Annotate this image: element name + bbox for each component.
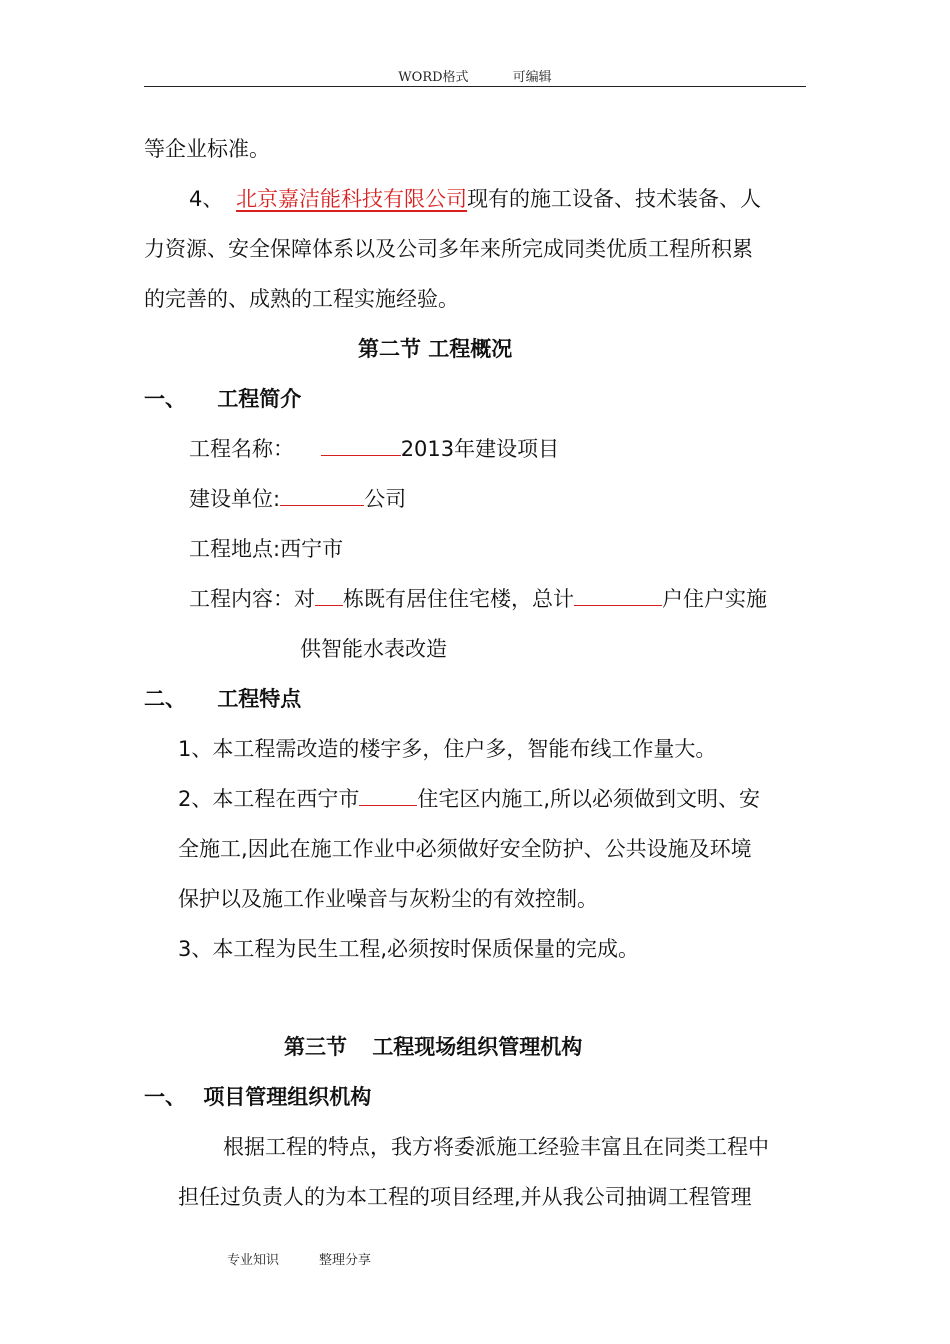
page-header [0, 66, 950, 85]
project-site-row [189, 534, 343, 564]
feature-2-line2: 全施工,因此在施工作业中必须做好安全防护、公共设施及环境 [178, 837, 752, 861]
section-3-paragraph-line1: 根据工程的特点，我方将委派施工经验丰富且在同类工程中 [223, 1135, 769, 1159]
heading-number: 一、 [144, 387, 186, 411]
header-left: WORD格式 [398, 70, 469, 85]
section-2-heading-1 [144, 384, 301, 414]
feature-3: 3、本工程为民生工程,必须按时保质保量的完成。 [178, 937, 640, 961]
item-text-line2: 力资源、安全保障体系以及公司多年来所完成同类优质工程所积累 [144, 237, 753, 261]
section-3-paragraph-line2: 担任过负责人的为本工程的项目经理,并从我公司抽调工程管理 [178, 1185, 752, 1209]
project-site-value: 西宁市 [280, 537, 344, 561]
feature-1: 1、本工程需改造的楼宇多，住户多，智能布线工作量大。 [178, 737, 717, 761]
project-name-label: 工程名称： [189, 437, 294, 461]
project-name-value: 2013年建设项目 [400, 437, 560, 461]
header-right: 可编辑 [512, 70, 552, 85]
header-divider [144, 86, 806, 87]
heading-text: 工程简介 [217, 387, 302, 411]
construction-unit-label: 建设单位: [189, 487, 281, 511]
footer-right: 整理分享 [319, 1253, 372, 1268]
construction-unit-row [189, 484, 406, 514]
page-footer [227, 1249, 371, 1268]
item-text-line3: 的完善的、成熟的工程实施经验。 [144, 287, 459, 311]
construction-unit-blank[interactable] [280, 485, 364, 506]
feature-2-part-b: 住宅区内施工,所以必须做到文明、安 [417, 787, 761, 811]
project-content-mid: 栋既有居住住宅楼，总计 [343, 587, 574, 611]
heading-number: 一、 [144, 1085, 186, 1109]
paragraph-item-4 [189, 184, 761, 214]
project-content-line2: 供智能水表改造 [300, 637, 447, 661]
building-count-blank[interactable] [315, 585, 343, 606]
heading-number: 二、 [144, 687, 186, 711]
section-3-heading-1 [144, 1082, 371, 1112]
item-text-line1: 现有的施工设备、技术装备、人 [467, 187, 762, 211]
section-2-heading-2 [144, 684, 301, 714]
footer-left: 专业知识 [227, 1253, 280, 1268]
feature-2-line3: 保护以及施工作业噪音与灰粉尘的有效控制。 [178, 887, 598, 911]
heading-text: 工程特点 [217, 687, 302, 711]
project-name-row [189, 434, 559, 464]
section-3-title [284, 1032, 582, 1062]
project-content-label: 工程内容：对 [189, 587, 315, 611]
company-name-link[interactable]: 北京嘉洁能科技有限公司 [236, 187, 468, 211]
construction-unit-value: 公司 [364, 487, 407, 511]
heading-text: 项目管理组织机构 [203, 1085, 372, 1109]
project-content-row [189, 584, 767, 614]
project-content-tail: 户住户实施 [662, 587, 767, 611]
project-site-label: 工程地点: [189, 537, 281, 561]
residential-area-blank[interactable] [359, 785, 417, 806]
paragraph-tail: 等企业标准。 [144, 137, 270, 161]
feature-2-line1 [178, 784, 760, 814]
feature-2-part-a: 2、本工程在西宁市 [178, 787, 360, 811]
section-3-text: 工程现场组织管理机构 [372, 1035, 583, 1059]
section-3-number: 第三节 [284, 1035, 347, 1059]
item-number: 4、 [189, 187, 224, 211]
section-2-title: 第二节 工程概况 [358, 337, 513, 361]
household-count-blank[interactable] [574, 585, 662, 606]
project-name-blank[interactable] [321, 435, 401, 456]
